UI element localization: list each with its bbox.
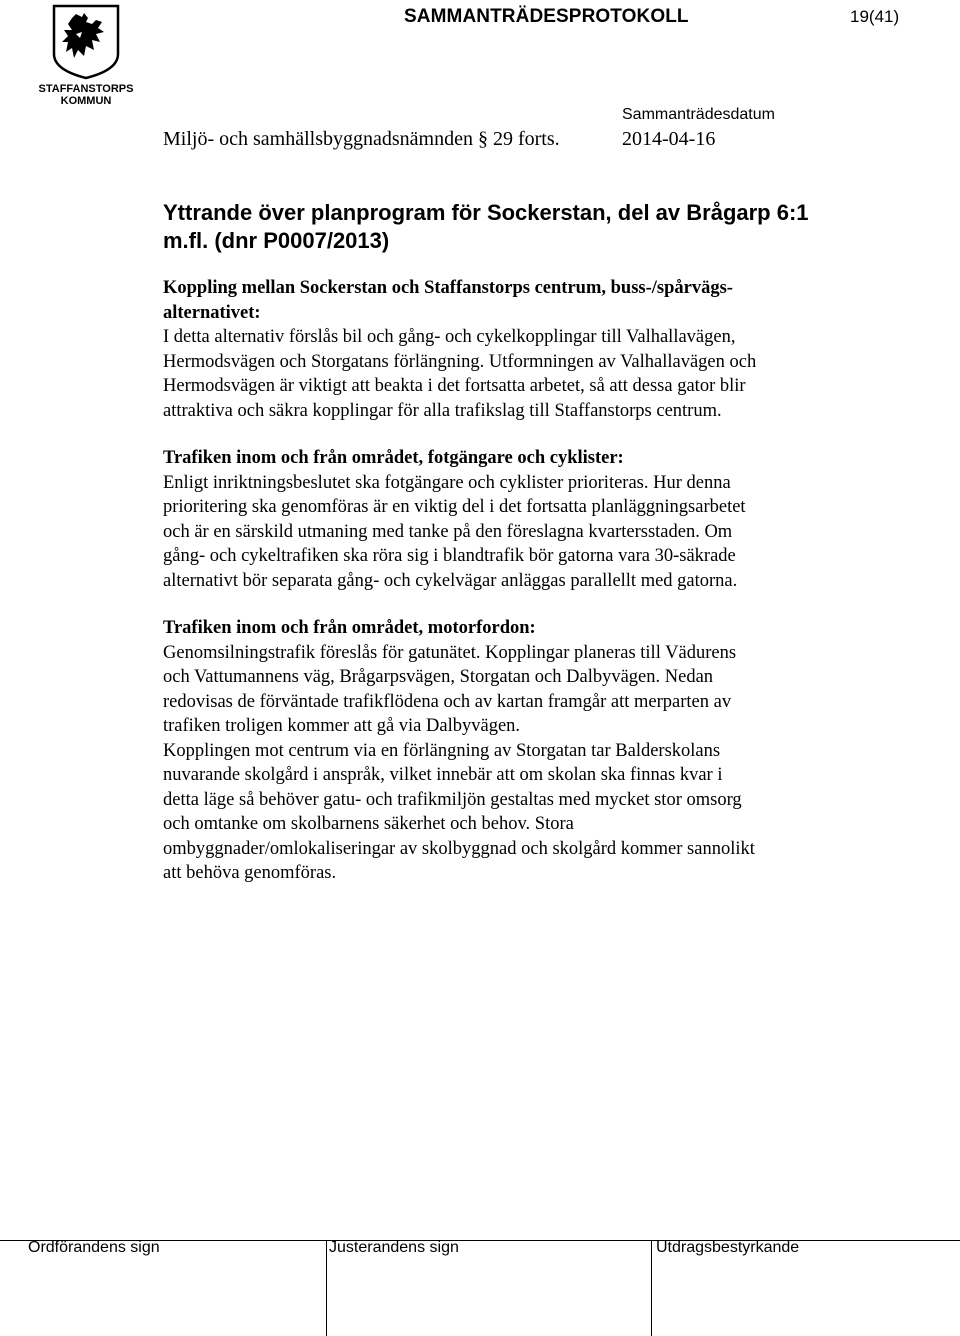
municipality-logo: [36, 4, 136, 106]
meeting-date-label: Sammanträdesdatum: [622, 106, 775, 123]
section-heading: [163, 276, 863, 325]
section-heading-line: Trafiken inom och från området, motorfordon:: [163, 618, 536, 638]
body-line: nuvarande skolgård i anspråk, vilket innebär att om skolan ska finnas kvar i: [163, 765, 723, 785]
body-line: prioritering ska genomföras är en viktig del i det fortsatta planläggningsarbetet: [163, 497, 746, 517]
document-title: SAMMANTRÄDESPROTOKOLL: [404, 6, 689, 27]
page-number: 19(41): [850, 7, 900, 26]
section-body: [163, 325, 863, 423]
body-line: redovisas de förväntade trafikflödena och av kartan framgår att merparten av: [163, 691, 732, 712]
section-heading-line: Koppling mellan Sockerstan och Staffanstorps centrum, buss-/spårvägs-: [163, 278, 733, 298]
body-line: och Vattumannens väg, Brågarpsvägen, Storgatan och Dalbyvägen. Nedan: [163, 667, 714, 687]
extract-certification-label: Utdragsbestyrkande: [656, 1239, 800, 1256]
committee-name: Miljö- och samhällsbyggnadsnämnden § 29 forts.: [163, 128, 560, 150]
body-line: detta läge så behöver gatu- och trafikmiljön gestaltas med mycket stor omsorg: [163, 789, 742, 810]
body-line: Enligt inriktningsbeslutet ska fotgängare och cyklister prioriteras. Hur denna: [163, 472, 731, 493]
section-motor-vehicles: [163, 616, 863, 886]
section-pedestrians-cyclists: [163, 446, 863, 593]
chair-signature-label: Ordförandens sign: [28, 1239, 160, 1256]
body-line: Hermodsvägen och Storgatans förlängning. Utformningen av Valhallavägen och: [163, 351, 757, 372]
section-body: [163, 471, 863, 594]
body-line: trafiken troligen kommer att gå via Dalbyvägen.: [163, 716, 521, 736]
body-line: att behöva genomföras.: [163, 863, 337, 883]
body-line: I detta alternativ förslås bil och gång- och cykelkopplingar till Valhallavägen,: [163, 327, 736, 347]
body-line: Hermodsvägen är viktigt att beakta i det fortsatta arbetet, så att dessa gator blir: [163, 376, 746, 396]
section-bus-tram-alternative: [163, 276, 863, 423]
logo-text-line1: STAFFANSTORPS: [38, 83, 134, 95]
section-heading-line: alternativet:: [163, 302, 261, 323]
section-heading-line: Trafiken inom och från området, fotgängare och cyklister:: [163, 448, 624, 468]
body-line: alternativt bör separata gång- och cykelvägar anläggas parallellt med gatorna.: [163, 570, 738, 591]
body-line: Genomsilningstrafik föreslås för gatunätet. Kopplingar planeras till Vädurens: [163, 642, 737, 663]
page-heading: [163, 199, 883, 255]
meeting-date: 2014-04-16: [622, 128, 716, 150]
heading-line: m.fl. (dnr P0007/2013): [163, 228, 390, 253]
footer-cell-divider: [651, 1240, 652, 1336]
adjuster-signature-label: Justerandens sign: [329, 1239, 459, 1256]
section-body: [163, 641, 863, 886]
section-heading: [163, 616, 863, 641]
body-line: och omtanke om skolbarnens säkerhet och behov. Stora: [163, 814, 574, 834]
body-line: Kopplingen mot centrum via en förlängning av Storgatan tar Balderskolans: [163, 740, 721, 761]
body-line: och är en särskild utmaning med tanke på den föreslagna kvartersstaden. Om: [163, 521, 733, 542]
logo-text-line2: KOMMUN: [60, 95, 112, 106]
heading-line: Yttrande över planprogram för Sockerstan, del av Brågarp 6:1: [163, 200, 809, 225]
griffin-crest-icon: [36, 4, 136, 106]
body-line: attraktiva och säkra kopplingar för alla trafikslag till Staffanstorps centrum.: [163, 400, 722, 421]
footer-cell-divider: [326, 1240, 327, 1336]
section-heading: [163, 446, 863, 471]
body-line: ombyggnader/omlokaliseringar av skolbyggnad och skolgård kommer sannolikt: [163, 838, 755, 859]
body-line: gång- och cykeltrafiken ska röra sig i blandtrafik bör gatorna vara 30-säkrade: [163, 546, 736, 566]
